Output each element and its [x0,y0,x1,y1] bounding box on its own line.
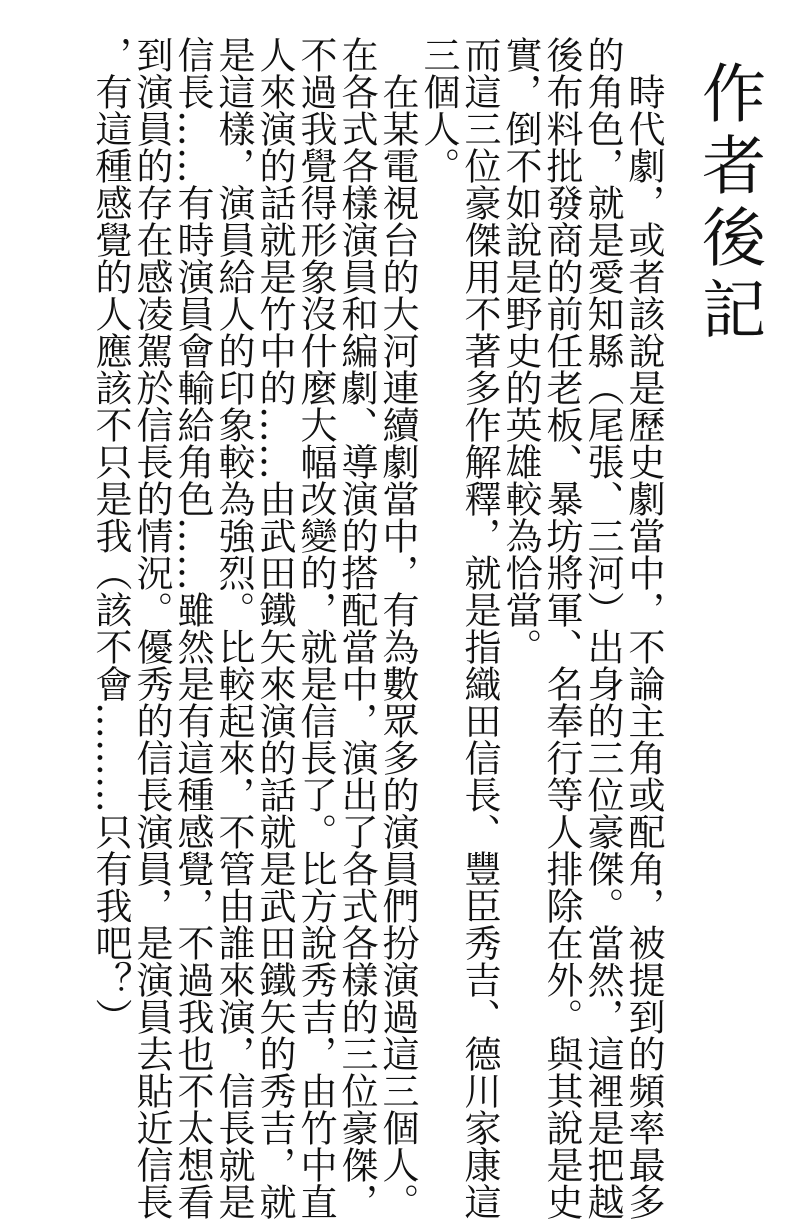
text-column: 的角色，就是愛知縣（尾張、三河）出身的三位豪傑。當然，這裡是把越 [581,36,624,1220]
text-column: ，有這種感覺的人應該不只是我（該不會………只有我吧？） [89,36,132,1035]
text-column: 是這樣，演員給人的印象較為強烈。比較起來，不管由誰來演，信長就是 [212,36,255,1220]
text-column: 後布料批發商的前任老板、暴坊將軍、名奉行等人排除在外。與其說是史 [540,36,583,1220]
body-text [64,36,665,1220]
text-column: 在各式各樣演員和編劇、導演的搭配當中，演出了各式各樣的三位豪傑， [335,36,378,1220]
text-column: 時代劇，或者該說是歷史劇當中，不論主角或配角，被提到的頻率最多 [622,36,665,1220]
text-column: 實，倒不如說是野史的英雄較為恰當。 [499,36,542,665]
text-column: 在某電視台的大河連續劇當中，有為數眾多的演員們扮演過這三個人。 [376,36,419,1220]
text-column: 到演員的存在感凌駕於信長的情況。優秀的信長演員，是演員去貼近信長 [130,36,173,1220]
text-column: 三個人。 [417,36,460,184]
text-column: 而這三位豪傑用不著多作解釋，就是指織田信長、豐臣秀吉、德川家康這 [458,36,501,1220]
text-column: 不過我覺得形象沒什麼大幅改變的，就是信長了。比方說秀吉，由竹中直 [294,36,337,1220]
text-column: 人來演的話就是竹中的……由武田鐵矢來演的話就是武田鐵矢的秀吉，就 [253,36,296,1220]
text-column: 信長……有時演員會輸給角色……雖然是有這種感覺，不過我也不太想看 [171,36,214,1220]
page-title: 作者後記 [691,60,765,348]
